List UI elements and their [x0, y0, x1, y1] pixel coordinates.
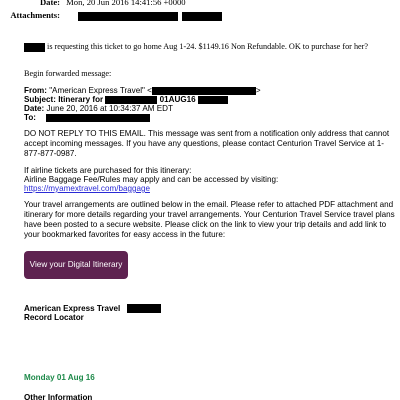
intro-line [24, 41, 368, 52]
forward-subject-label: Subject: [24, 95, 56, 104]
forward-from-close: > [255, 86, 261, 95]
forward-from-value: "American Express Travel" < [49, 86, 152, 95]
forward-date-value: June 20, 2016 at 10:34:37 AM EDT [46, 104, 173, 113]
redaction-subject-tail [198, 96, 228, 104]
redaction-attachment-2 [182, 12, 222, 21]
intro-text: is requesting this ticket to go home Aug 1-24. $1149.16 Non Refundable. OK to purchase for her? [47, 42, 369, 51]
forward-to-row [24, 113, 396, 123]
redaction-sender-name [24, 43, 45, 52]
redaction-subject-name [105, 96, 157, 104]
forward-subject-value: Itinerary for [58, 95, 104, 104]
record-company: American Express Travel [24, 304, 121, 313]
header-attachments-row [0, 10, 222, 21]
day-heading: Monday 01 Aug 16 [24, 373, 95, 382]
forward-from-label: From: [24, 86, 47, 95]
arrangements-paragraph: Your travel arrangements are outlined below in the email. Please refer to attached PDF attachment and itinerary for more details regarding your travel arrangements. Your Centurion Travel Service travel plans have been posted to a secure website. Please click on the link to view your trip details and add link to your bookmarked favorites for easy access in the future: [24, 200, 395, 239]
forwarded-label: Begin forwarded message: [24, 69, 112, 78]
record-locator-row [24, 313, 396, 323]
no-reply-notice: DO NOT REPLY TO THIS EMAIL. This message was sent from a notification only address that cannot accept incoming messages. If you have any questions, please contact Centurion Travel Service at 1-877-877-0987. [24, 129, 390, 158]
baggage-line-2: Airline Baggage Fee/Rules may apply and can be accessed by visiting: [24, 175, 279, 184]
other-information-heading: Other Information [24, 393, 93, 400]
forward-to-label: To: [24, 113, 36, 122]
redaction-to-address [46, 114, 150, 122]
forward-subject-code: 01AUG16 [159, 95, 196, 104]
forward-date-label: Date: [24, 104, 45, 113]
redaction-attachment-1 [78, 12, 178, 21]
header-date-value: Mon, 20 Jun 2016 14:41:56 +0000 [66, 0, 186, 7]
baggage-link-row [24, 184, 396, 194]
baggage-link[interactable]: https://myamextravel.com/baggage [24, 184, 150, 193]
record-locator-label: Record Locator [24, 313, 84, 322]
header-date-row [0, 0, 186, 8]
redaction-from-address [152, 87, 256, 95]
baggage-line-1: If airline tickets are purchased for this itinerary: [24, 166, 192, 175]
redaction-record-locator [127, 304, 161, 313]
view-itinerary-button[interactable]: View your Digital Itinerary [24, 251, 128, 279]
header-attachments-label: Attachments: [10, 10, 60, 20]
header-date-label: Date: [39, 0, 60, 7]
